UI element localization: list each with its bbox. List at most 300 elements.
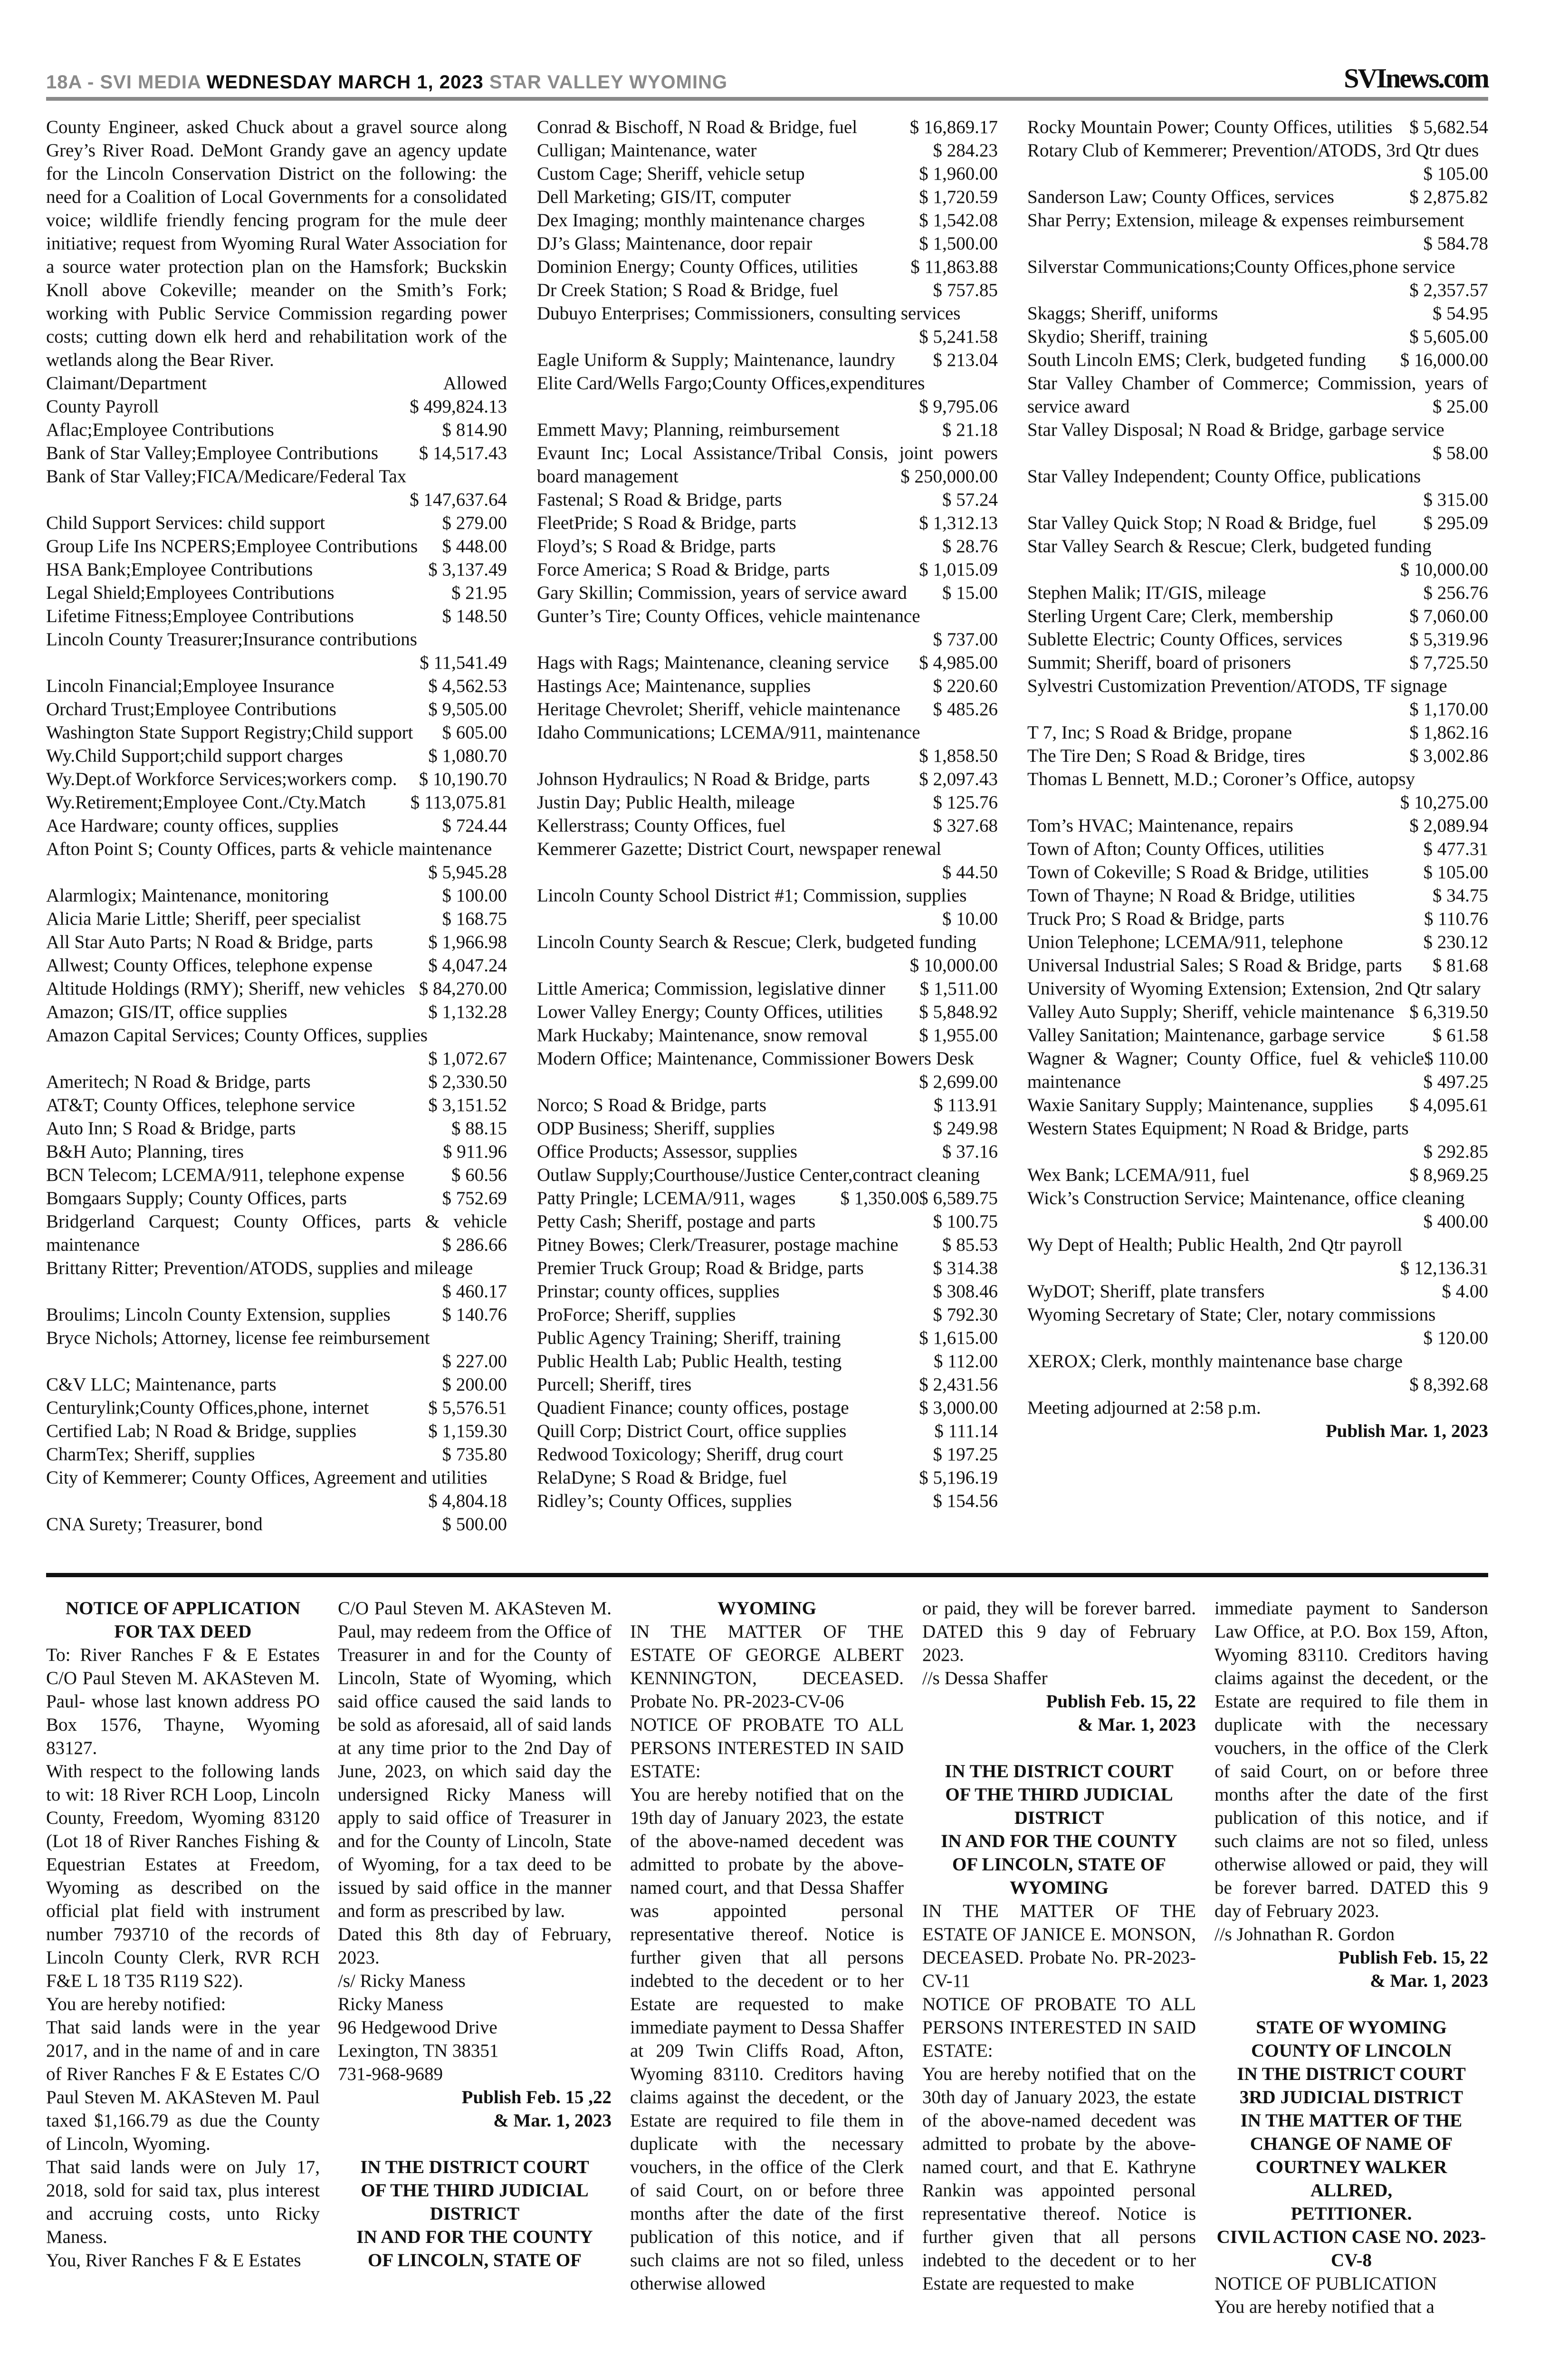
claim-entry (537, 1210, 998, 1233)
claim-amount: $ 460.17 (442, 1281, 507, 1302)
claim-amount: $ 2,097.43 (919, 769, 998, 789)
claim-entry (46, 1000, 507, 1024)
claimant-name: Wex Bank; LCEMA/911, fuel (1027, 1165, 1250, 1185)
claimant-name: Elite Card/Wells Fargo;County Offices,expenditures (537, 373, 925, 393)
section-divider (46, 1573, 1488, 1577)
notice-paragraph: NOTICE OF PROBATE TO ALL PERSONS INTERESTED IN SAID ESTATE: (922, 1994, 1196, 2061)
claim-entry (537, 209, 998, 232)
claim-amount: $ 1,511.00 (919, 978, 998, 999)
notice-paragraph: C/O Paul Steven M. AKASteven M. Paul, may redeem from the Office of Treasurer in and for the County of Lincoln, State of Wyoming, which said office caused the said lands to be sold as aforesaid, all of said lands at any time prior to the 2nd Day of June, 2023, on which said day the undersigned Ricky Maness will apply to said office of Treasurer in and for the County of Lincoln, State of Wyoming, for a tax deed to be issued by said office in the manner and form as prescribed by law. (338, 1598, 612, 1921)
claimant-name: Wy.Child Support;child support charges (46, 746, 343, 766)
claim-entry (537, 511, 998, 535)
heading-line: FOR TAX DEED (114, 1621, 252, 1642)
heading-line: COUNTY OF LINCOLN (1251, 2041, 1452, 2061)
claimant-name: Public Health Lab; Public Health, testing (537, 1351, 842, 1371)
notice-heading (630, 1597, 904, 1620)
claimant-name: Aflac;Employee Contributions (46, 420, 274, 440)
claim-amount: $ 400.00 (1423, 1211, 1488, 1232)
claimant-name: Rocky Mountain Power; County Offices, utilities (1027, 117, 1393, 137)
claim-entry (46, 674, 507, 698)
claim-amount: $ 911.96 (442, 1141, 507, 1162)
claim-entry (46, 907, 507, 930)
claim-entry (46, 1396, 507, 1419)
publish-line: Publish Feb. 15, 22 (1046, 1691, 1196, 1712)
claim-amount: $ 148.50 (442, 606, 507, 626)
heading-line: CHANGE OF NAME OF (1250, 2134, 1453, 2154)
claim-entry (537, 1466, 998, 1489)
claim-entry (537, 1373, 998, 1396)
claim-entry (46, 1256, 507, 1303)
heading-line: IN AND FOR THE COUNTY (941, 1831, 1177, 1851)
claim-amount: $ 85.53 (942, 1235, 998, 1255)
claim-entry (1027, 302, 1488, 325)
claim-amount: $ 3,000.00 (919, 1398, 998, 1418)
claimant-name: Quadient Finance; county offices, postage (537, 1398, 849, 1418)
claimant-name: RelaDyne; S Road & Bridge, fuel (537, 1467, 787, 1488)
publish-dates (922, 1690, 1196, 1736)
notice-paragraph: //s Dessa Shaffer (922, 1668, 1048, 1688)
claimant-name: Force America; S Road & Bridge, parts (537, 559, 830, 580)
claimant-name: WyDOT; Sheriff, plate transfers (1027, 1281, 1265, 1302)
claimant-name: Little America; Commission, legislative dinner (537, 978, 886, 999)
claimant-name: Star Valley Disposal; N Road & Bridge, garbage service (1027, 420, 1444, 440)
heading-line: WYOMING (1010, 1878, 1109, 1898)
claims-list (537, 115, 998, 1513)
publish-date: Publish Mar. 1, 2023 (1325, 1421, 1488, 1441)
claimant-name: Ridley’s; County Offices, supplies (537, 1491, 792, 1511)
notice-paragraph: /s/ Ricky Maness (338, 1971, 466, 1991)
claimant-name: Dubuyo Enterprises; Commissioners, consulting services (537, 303, 961, 324)
claim-amount: $ 605.00 (442, 722, 507, 743)
claimant-name: Brittany Ritter; Prevention/ATODS, supplies and mileage (46, 1258, 473, 1278)
claim-entry (46, 1163, 507, 1187)
claimant-name: Wagner & Wagner; County Office, fuel & vehicle maintenance (1027, 1048, 1424, 1092)
claim-entry (537, 162, 998, 185)
claim-entry (1027, 209, 1488, 255)
claim-amount: $ 9,795.06 (919, 396, 998, 417)
claim-entry (537, 302, 998, 348)
claim-amount: $ 1,080.70 (428, 746, 507, 766)
heading-line: STATE OF WYOMING (1256, 2017, 1447, 2038)
heading-line: IN THE DISTRICT COURT (1237, 2064, 1466, 2084)
claim-entry (537, 1326, 998, 1350)
column-claims-2 (537, 115, 998, 1513)
heading-line: IN THE DISTRICT COURT (360, 2157, 589, 2177)
claimant-name: Auto Inn; S Road & Bridge, parts (46, 1118, 296, 1139)
publish-dates (1214, 1946, 1488, 1993)
publish-line: & Mar. 1, 2023 (493, 2110, 612, 2131)
claimant-name: Heritage Chevrolet; Sheriff, vehicle maintenance (537, 699, 900, 719)
claimant-name: Emmett Mavy; Planning, reimbursement (537, 420, 840, 440)
claimant-name: Washington State Support Registry;Child support (46, 722, 413, 743)
claim-amount: $ 14,517.43 (419, 443, 507, 463)
claim-entry (46, 465, 507, 511)
claim-entry (1027, 674, 1488, 721)
claim-entry (537, 1233, 998, 1256)
claimant-name: Rotary Club of Kemmerer; Prevention/ATODS, 3rd Qtr dues (1027, 140, 1479, 161)
claim-entry (1027, 1163, 1488, 1187)
claim-entry (46, 1140, 507, 1163)
claim-entry (1027, 1303, 1488, 1350)
claim-entry (1027, 814, 1488, 837)
claim-amount: $ 61.58 (1433, 1025, 1488, 1045)
claimant-name: Kemmerer Gazette; District Court, newspaper renewal (537, 839, 942, 859)
notice-paragraph: IN THE MATTER OF THE ESTATE OF JANICE E. MONSON, DECEASED. Probate No. PR-2023-CV-11 (922, 1901, 1196, 1991)
claim-amount: $ 4,804.18 (428, 1491, 507, 1511)
claimant-name: Evaunt Inc; Local Assistance/Tribal Consis, joint powers board management (537, 443, 998, 487)
claim-amount: $ 1,542.08 (919, 210, 998, 230)
claimant-name: Afton Point S; County Offices, parts & vehicle maintenance (46, 839, 492, 859)
claim-amount: $ 105.00 (1423, 163, 1488, 184)
notice-paragraph: or paid, they will be forever barred. DATED this 9 day of February 2023. (922, 1598, 1196, 1665)
page-header (46, 63, 1488, 95)
claim-entry (46, 1070, 507, 1093)
claim-amount: $ 4,047.24 (428, 955, 507, 976)
claim-entry (46, 767, 507, 791)
notice-paragraph: 96 Hedgewood Drive (338, 2017, 497, 2038)
claimant-name: ProForce; Sheriff, supplies (537, 1304, 736, 1325)
claimant-name: Wyoming Secretary of State; Cler, notary commissions (1027, 1304, 1436, 1325)
claim-entry (46, 441, 507, 465)
claimant-name: Sublette Electric; County Offices, services (1027, 629, 1343, 650)
claimant-name: Dr Creek Station; S Road & Bridge, fuel (537, 280, 839, 300)
claim-amount: $ 724.44 (442, 815, 507, 836)
claimant-name: Lincoln County Treasurer;Insurance contributions (46, 629, 417, 650)
heading-line: OF LINCOLN, STATE OF (367, 2250, 582, 2271)
claim-amount: $ 584.78 (1423, 233, 1488, 254)
heading-line: DISTRICT (1014, 1808, 1104, 1828)
claims-list (46, 395, 507, 1536)
claimant-name: The Tire Den; S Road & Bridge, tires (1027, 746, 1305, 766)
notice-spacer (338, 2132, 612, 2156)
claimant-name: HSA Bank;Employee Contributions (46, 559, 313, 580)
claim-entry (46, 1187, 507, 1210)
claimant-name: C&V LLC; Maintenance, parts (46, 1374, 277, 1395)
claim-amount: $ 757.85 (933, 280, 998, 300)
claim-amount: $ 295.09 (1423, 513, 1488, 533)
claim-entry (1027, 255, 1488, 302)
claim-amount: $ 168.75 (442, 909, 507, 929)
claim-amount: $ 110.76 (1424, 909, 1488, 929)
claim-entry (46, 1210, 507, 1256)
claim-amount: $ 735.80 (442, 1444, 507, 1465)
notice-paragraph: That said lands were on July 17, 2018, sold for said tax, plus interest and accruing costs, unto Ricky Maness. (46, 2157, 320, 2247)
claim-entry (46, 744, 507, 767)
claim-amount: $ 814.90 (442, 420, 507, 440)
claim-amount: $ 15.00 (942, 583, 998, 603)
claim-amount: $ 2,699.00 (919, 1072, 998, 1092)
heading-line: COURTNEY WALKER ALLRED, (1255, 2157, 1447, 2201)
legal-notice-column-5 (1214, 1597, 1488, 2319)
claim-entry (1027, 1024, 1488, 1069)
claim-entry (537, 372, 998, 418)
claimant-name: Lower Valley Energy; County Offices, utilities (537, 1002, 883, 1022)
claim-entry (537, 651, 998, 674)
claim-entry (1027, 767, 1488, 814)
claimant-name: AT&T; County Offices, telephone service (46, 1095, 355, 1115)
claim-amount: $ 2,431.56 (919, 1374, 998, 1395)
claimant-name: Stephen Malik; IT/GIS, mileage (1027, 583, 1266, 603)
claim-amount: $ 37.16 (942, 1141, 998, 1162)
claim-entry (1027, 907, 1488, 930)
claim-amount: $ 230.12 (1423, 932, 1488, 952)
legal-notice-column-4 (922, 1597, 1196, 2295)
claim-entry (46, 977, 507, 1000)
notice-paragraph: With respect to the following lands to wit: 18 River RCH Loop, Lincoln County, Freedom, Wyoming 83120 (Lot 18 of River Ranches Fishing & Equestrian Estates at Freedom, Wyoming as described on the official plat field with instrument number 793710 of the records of Lincoln County Clerk, RVR RCH F&E L 18 T35 R119 S22). (46, 1761, 320, 1991)
claim-amount: $ 1,072.67 (428, 1048, 507, 1069)
claim-amount: $ 737.00 (933, 629, 998, 650)
claim-amount: $ 3,137.49 (428, 559, 507, 580)
claimant-name: Wy.Retirement;Employee Cont./Cty.Match (46, 792, 366, 813)
claimant-name: Centurylink;County Offices,phone, internet (46, 1398, 369, 1418)
section-label: 18A - SVI MEDIA (46, 72, 201, 93)
claim-entry (46, 1373, 507, 1396)
meeting-adjourned: Meeting adjourned at 2:58 p.m. (1027, 1398, 1261, 1418)
notice-heading (338, 2156, 612, 2272)
claimant-name: Kellerstrass; County Offices, fuel (537, 815, 786, 836)
notice-heading (46, 1597, 320, 1643)
claim-amount: $ 140.76 (442, 1304, 507, 1325)
claim-entry (46, 954, 507, 977)
claimant-name: Dominion Energy; County Offices, utilities (537, 257, 858, 277)
claimant-name: County Payroll (46, 396, 159, 417)
claims-table-header (46, 372, 507, 395)
claims-list (1027, 115, 1488, 1396)
claim-amount: $ 54.95 (1433, 303, 1488, 324)
publish-line: & Mar. 1, 2023 (1078, 1715, 1196, 1735)
claim-entry (537, 1280, 998, 1303)
claim-amount: $ 1,720.59 (919, 187, 998, 207)
claim-entry (1027, 1117, 1488, 1163)
heading-line: IN AND FOR THE COUNTY (356, 2227, 593, 2247)
notice-paragraph: IN THE MATTER OF THE ESTATE OF GEORGE ALBERT KENNINGTON, DECEASED. Probate No. PR-2023-CV-06 (630, 1621, 904, 1712)
claim-amount: $ 2,089.94 (1409, 815, 1488, 836)
claimant-name: Quill Corp; District Court, office supplies (537, 1421, 847, 1441)
claimant-name: FleetPride; S Road & Bridge, parts (537, 513, 796, 533)
claim-amount: $ 81.68 (1433, 955, 1488, 976)
publish-line: Publish Feb. 15 ,22 (461, 2087, 612, 2108)
claim-entry (46, 1326, 507, 1373)
claim-amount: $ 60.56 (451, 1165, 507, 1185)
claim-entry (537, 977, 998, 1000)
claim-amount: $ 314.38 (933, 1258, 998, 1278)
claimant-name: Altitude Holdings (RMY); Sheriff, new vehicles (46, 978, 405, 999)
claim-amount: $ 16,000.00 (1400, 350, 1488, 370)
claimant-name: Summit; Sheriff, board of prisoners (1027, 652, 1291, 673)
claim-entry (46, 511, 507, 535)
claim-amount: $ 3,002.86 (1409, 746, 1488, 766)
claim-amount: $ 5,848.92 (919, 1002, 998, 1022)
claim-amount: $ 1,312.13 (919, 513, 998, 533)
claim-amount: $ 58.00 (1433, 443, 1488, 463)
claimant-name: Certified Lab; N Road & Bridge, supplies (46, 1421, 357, 1441)
claim-entry (537, 1093, 998, 1117)
claim-entry (1027, 325, 1488, 348)
claimant-name: Town of Afton; County Offices, utilities (1027, 839, 1324, 859)
claimant-name: Star Valley Quick Stop; N Road & Bridge, fuel (1027, 513, 1377, 533)
claimant-name: Union Telephone; LCEMA/911, telephone (1027, 932, 1343, 952)
claim-entry (1027, 1280, 1488, 1303)
claimant-name: Johnson Hydraulics; N Road & Bridge, parts (537, 769, 870, 789)
claim-entry (537, 441, 998, 488)
claim-entry (537, 837, 998, 884)
claim-amount: $ 197.25 (933, 1444, 998, 1465)
publish-dates (338, 2086, 612, 2132)
claim-amount: $ 1,615.00 (919, 1328, 998, 1348)
claimant-name: Star Valley Independent; County Office, publications (1027, 466, 1421, 487)
heading-line: PETITIONER. (1291, 2204, 1412, 2224)
claimant-name: Public Agency Training; Sheriff, training (537, 1328, 841, 1348)
claim-entry (537, 418, 998, 441)
claimant-name: Office Products; Assessor, supplies (537, 1141, 798, 1162)
claim-entry (537, 1140, 998, 1163)
claim-amount: $ 1,966.98 (428, 932, 507, 952)
claim-entry (46, 1466, 507, 1513)
claim-entry (1027, 744, 1488, 767)
claimant-name: Skaggs; Sheriff, uniforms (1027, 303, 1218, 324)
claim-entry (46, 558, 507, 581)
claimant-name: BCN Telecom; LCEMA/911, telephone expense (46, 1165, 405, 1185)
claim-amount: $ 5,945.28 (428, 862, 507, 882)
claim-entry (537, 1419, 998, 1443)
claimant-name: Fastenal; S Road & Bridge, parts (537, 489, 782, 510)
claimant-name: Modern Office; Maintenance, Commissioner Bowers Desk (537, 1048, 974, 1069)
claim-amount: $ 100.75 (933, 1211, 998, 1232)
claimant-name: South Lincoln EMS; Clerk, budgeted funding (1027, 350, 1366, 370)
notice-paragraph: You are hereby notified that a (1214, 2297, 1434, 2317)
claimant-name: Floyd’s; S Road & Bridge, parts (537, 536, 776, 556)
claim-entry (1027, 1233, 1488, 1280)
claim-entry (537, 185, 998, 209)
claim-entry (46, 604, 507, 628)
claimant-name: DJ’s Glass; Maintenance, door repair (537, 233, 813, 254)
claim-amount: $ 227.00 (442, 1351, 507, 1371)
claim-amount: $ 752.69 (442, 1188, 507, 1208)
claim-entry (537, 255, 998, 278)
claimant-name: Dell Marketing; GIS/IT, computer (537, 187, 791, 207)
claim-amount: $ 25.00 (1433, 396, 1488, 417)
claimant-name: Patty Pringle; LCEMA/911, wages (537, 1188, 796, 1208)
claim-entry (46, 628, 507, 674)
claim-amount: $ 249.98 (933, 1118, 998, 1139)
claim-amount: $ 3,151.52 (428, 1095, 507, 1115)
claimant-name: ODP Business; Sheriff, supplies (537, 1118, 775, 1139)
publish-line: Publish Feb. 15, 22 (1338, 1947, 1488, 1968)
claim-entry (537, 1443, 998, 1466)
claim-entry (46, 1303, 507, 1326)
location-label: STAR VALLEY WYOMING (489, 72, 728, 93)
claimant-name: Bridgerland Carquest; County Offices, parts & vehicle maintenance (46, 1211, 507, 1255)
claimant-name: Lincoln Financial;Employee Insurance (46, 676, 335, 696)
claim-amount: $ 485.26 (933, 699, 998, 719)
claim-amount: $ 497.25 (1423, 1072, 1488, 1092)
claim-amount: $ 125.76 (933, 792, 998, 813)
claimant-name: Gunter’s Tire; County Offices, vehicle maintenance (537, 606, 920, 626)
heading-line: OF THE THIRD JUDICIAL (361, 2180, 589, 2201)
claimant-name: Redwood Toxicology; Sheriff, drug court (537, 1444, 843, 1465)
claimant-name: Gary Skillin; Commission, years of service award (537, 583, 907, 603)
claim-amount: $ 4.00 (1442, 1281, 1488, 1302)
claim-amount: $ 10,000.00 (909, 955, 998, 976)
claim-entry (1027, 1187, 1488, 1233)
notice-paragraph: 731-968-9689 (338, 2064, 443, 2084)
claimant-name: Group Life Ins NCPERS;Employee Contributions (46, 536, 418, 556)
claim-amount: $ 111.14 (934, 1421, 998, 1441)
claim-amount: $ 6,319.50 (1409, 1002, 1488, 1022)
claim-amount: $ 12,136.31 (1400, 1258, 1488, 1278)
claim-amount: $ 21.95 (451, 583, 507, 603)
claimant-name: Wy Dept of Health; Public Health, 2nd Qtr payroll (1027, 1235, 1403, 1255)
claim-entry (537, 535, 998, 558)
claimant-name: Sylvestri Customization Prevention/ATODS, TF signage (1027, 676, 1447, 696)
claim-amount: $ 1,862.16 (1409, 722, 1488, 743)
notice-paragraph: You, River Ranches F & E Estates (46, 2250, 301, 2271)
heading-line: OF THE THIRD JUDICIAL (945, 1784, 1173, 1805)
claim-entry (1027, 535, 1488, 581)
claim-amount: $ 120.00 (1423, 1328, 1488, 1348)
claim-entry (46, 395, 507, 418)
claim-entry (1027, 1350, 1488, 1396)
notice-paragraph: Lexington, TN 38351 (338, 2041, 499, 2061)
claimant-name: Universal Industrial Sales; S Road & Bridge, parts (1027, 955, 1402, 976)
claimant-name: Allwest; County Offices, telephone expense (46, 955, 373, 976)
claim-amount: $ 2,357.57 (1409, 280, 1488, 300)
claim-entry (537, 930, 998, 977)
claim-entry (1027, 418, 1488, 465)
claim-amount: $ 7,725.50 (1409, 652, 1488, 673)
claim-entry (537, 721, 998, 767)
claim-amount: $ 250,000.00 (900, 466, 998, 487)
claim-amount: $ 21.18 (942, 420, 998, 440)
issue-date: WEDNESDAY MARCH 1, 2023 (206, 72, 484, 93)
claim-amount: $ 9,505.00 (428, 699, 507, 719)
claim-entry (46, 1443, 507, 1466)
claim-amount: $ 5,196.19 (919, 1467, 998, 1488)
notice-paragraph: To: River Ranches F & E Estates C/O Paul Steven M. AKASteven M. Paul- whose last known address PO Box 1576, Thayne, Wyoming 83127. (46, 1645, 320, 1758)
claimant-name: Shar Perry; Extension, mileage & expenses reimbursement (1027, 210, 1464, 230)
claimant-name: Amazon; GIS/IT, office supplies (46, 1002, 287, 1022)
claim-entry (46, 581, 507, 604)
claimant-name: Sanderson Law; County Offices, services (1027, 187, 1334, 207)
notice-paragraph: You are hereby notified: (46, 1994, 226, 2014)
claim-entry (537, 488, 998, 511)
claim-amount: $ 213.04 (933, 350, 998, 370)
claim-entry (537, 348, 998, 372)
claimant-name: Thomas L Bennett, M.D.; Coroner’s Office, autopsy (1027, 769, 1415, 789)
claimant-name: Hastings Ace; Maintenance, supplies (537, 676, 811, 696)
claim-entry (537, 581, 998, 604)
claimant-name: City of Kemmerer; County Offices, Agreement and utilities (46, 1467, 488, 1488)
claim-entry (537, 1000, 998, 1024)
claim-amount: $ 105.00 (1423, 862, 1488, 882)
heading-line: DISTRICT (430, 2204, 520, 2224)
claim-amount: $ 2,330.50 (428, 1072, 507, 1092)
claim-amount: $ 28.76 (942, 536, 998, 556)
claim-amount: $ 1,170.00 (1409, 699, 1488, 719)
claim-entry (537, 791, 998, 814)
heading-line: WYOMING (717, 1598, 816, 1619)
claimant-name: Bank of Star Valley;Employee Contributions (46, 443, 379, 463)
heading-line: IN THE DISTRICT COURT (945, 1761, 1174, 1782)
publish-line: & Mar. 1, 2023 (1370, 1971, 1488, 1991)
claimant-name: Outlaw Supply;Courthouse/Justice Center,contract cleaning (537, 1165, 980, 1185)
claim-amount: $ 84,270.00 (419, 978, 507, 999)
claimant-name: Idaho Communications; LCEMA/911, maintenance (537, 722, 920, 743)
claimant-name: Eagle Uniform & Supply; Maintenance, laundry (537, 350, 895, 370)
claim-entry (1027, 139, 1488, 185)
notice-paragraph: You are hereby notified that on the 30th day of January 2023, the estate of the above-named decedent was admitted to probate by the above-named court, and that E. Kathryne Rankin was appointed personal representative thereof. Notice is further given that all persons indebted to the decedent or to her Estate are requested to make (922, 2064, 1196, 2294)
claim-entry (537, 884, 998, 930)
